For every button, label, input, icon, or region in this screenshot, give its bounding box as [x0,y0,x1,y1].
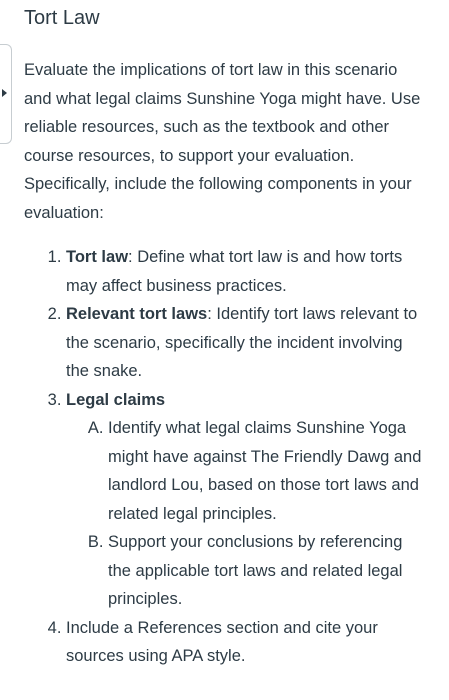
item-text: : Define what tort law is and how torts may affect business practices. [66,248,403,295]
list-item [66,386,429,614]
caret-right-icon [2,89,7,97]
list-item [66,243,429,300]
legal-claims-sublist [66,414,429,614]
sub-list-item: B. Support your conclusions by referencing the applicable tort laws and related legal principles. [108,528,429,614]
item-term: Tort law [66,248,129,266]
sub-list-item: A. Identify what legal claims Sunshine Yoga might have against The Friendly Dawg and landlord Lou, based on those tort laws and related legal principles. [108,414,429,528]
sidebar-toggle-button[interactable] [0,44,12,144]
item-text: Include a References section and cite your sources using APA style. [66,618,378,665]
item-term: Relevant tort laws [66,305,208,323]
intro-paragraph: Evaluate the implications of tort law in this scenario and what legal claims Sunshine Yoga might have. Use reliable resources, such as the textbook and other course resources, to support your evaluation. Specifically, include the following components in your evaluation: [24,61,421,222]
components-list [24,243,429,671]
page-title: Tort Law [24,7,100,29]
list-item [66,300,429,386]
list-item [66,614,429,671]
item-term: Legal claims [66,390,166,409]
item-text: : Identify tort laws relevant to the scenario, specifically the incident involving the snake. [66,305,418,380]
assignment-content [24,56,429,671]
